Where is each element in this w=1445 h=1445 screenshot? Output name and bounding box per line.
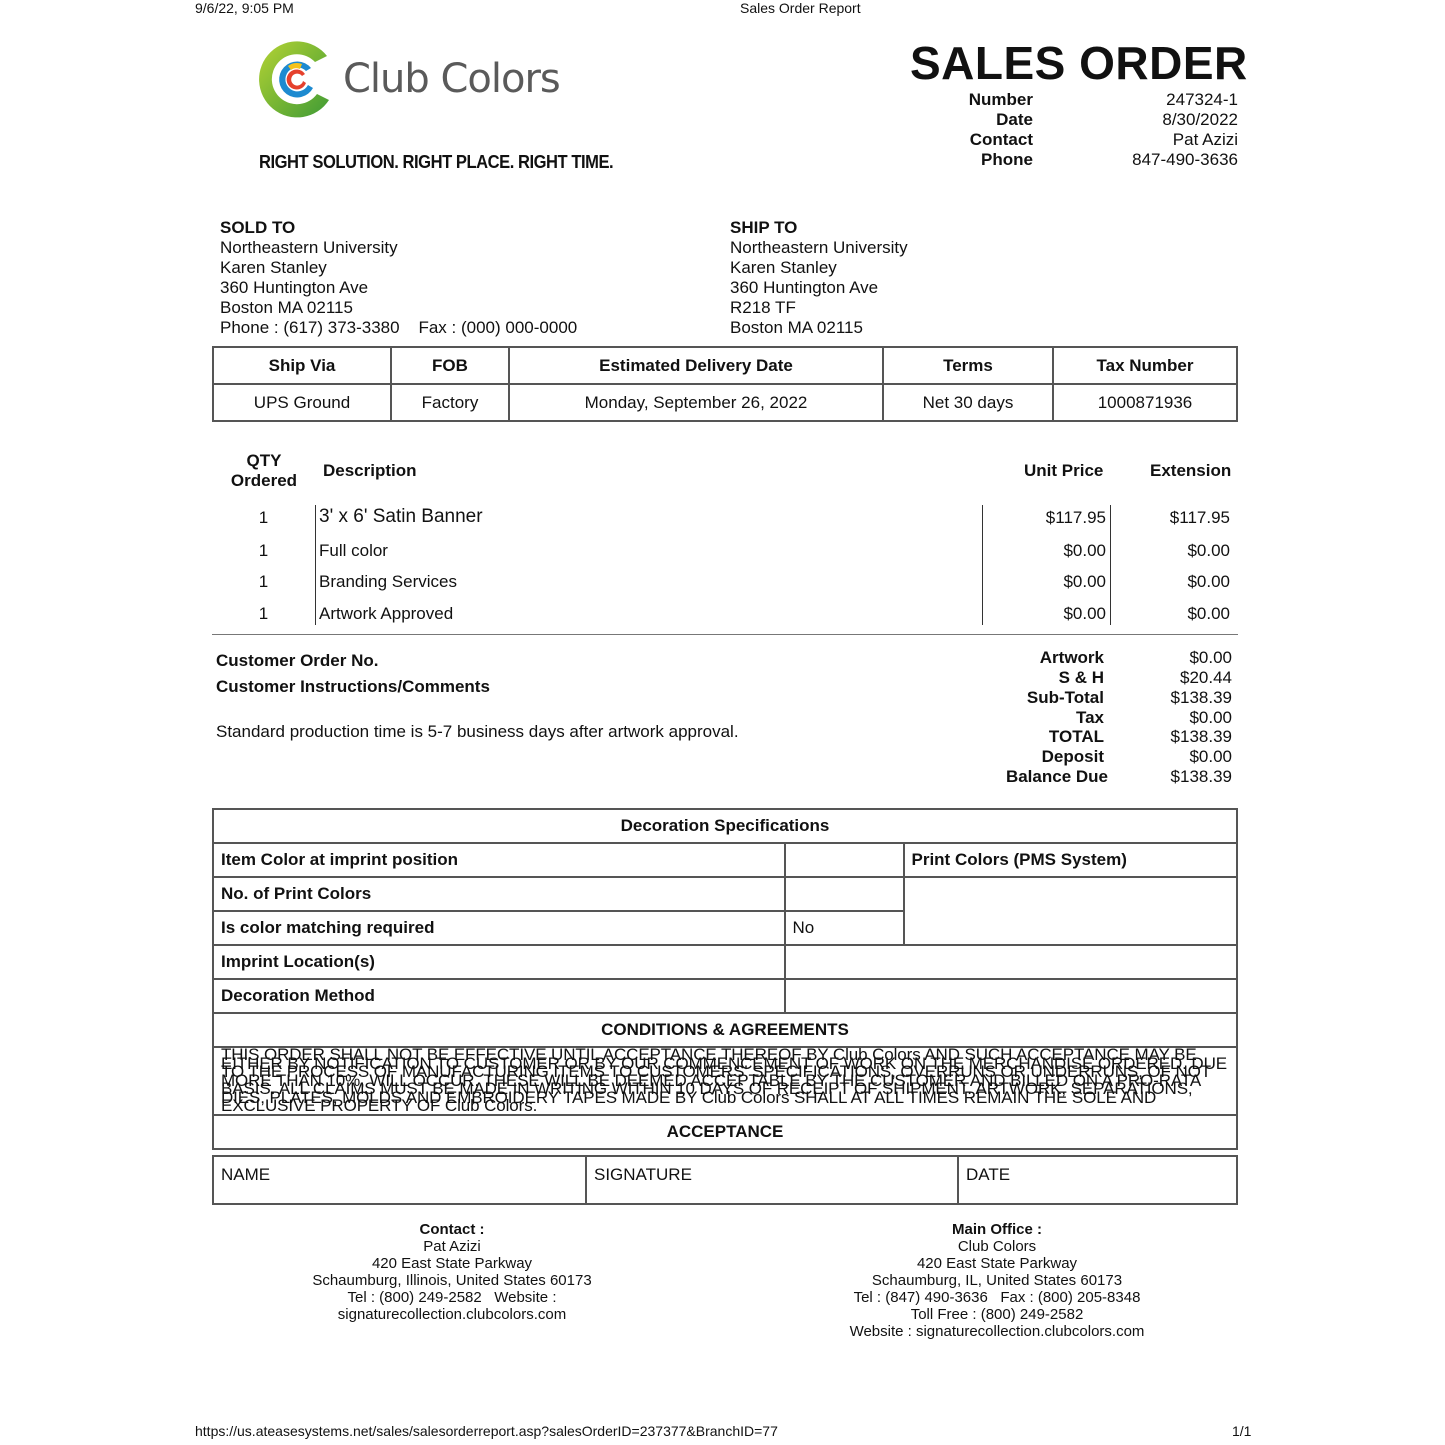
acceptance-signature-field[interactable]: SIGNATURE [586,1156,958,1204]
num-print-colors-label: No. of Print Colors [213,877,785,911]
footer-contact-line: 420 East State Parkway [371,1255,533,1272]
totals-label: S & H [1058,668,1104,687]
sold-to-line: Karen Stanley [220,258,327,277]
totals-row-balance-due [980,767,1238,787]
description-header: Description [323,461,417,480]
totals-label: Artwork [1039,648,1104,667]
totals-label: Deposit [1041,747,1104,766]
extension-header: Extension [1150,461,1232,480]
sales-order-title: SALES ORDER [910,37,1248,89]
qty-header-line1: QTY [246,451,282,470]
order-contact-value: Pat Azizi [1172,130,1238,149]
footer-contact [252,1221,652,1323]
item-qty: 1 [258,541,269,560]
footer-contact-line: Tel : (800) 249-2582 Website : [347,1289,557,1306]
order-number-row [968,90,1238,110]
item-unit-price: $0.00 [1063,572,1106,591]
order-contact-label: Contact [969,130,1033,149]
print-page-title: Sales Order Report [740,0,861,16]
ship-to-line: R218 TF [730,298,796,317]
totals-label: Sub-Total [1026,688,1104,707]
shipping-value-row [213,384,1237,421]
item-unit-price: $0.00 [1063,604,1106,623]
totals-value: $0.00 [1189,648,1232,667]
tax-number-value: 1000871936 [1053,384,1237,421]
items-divider [212,634,1238,635]
footer-contact-website[interactable]: signaturecollection.clubcolors.com [337,1306,567,1323]
sold-to-phone-fax: Phone : (617) 373-3380 Fax : (000) 000-0000 [220,318,578,337]
ship-via-header: Ship Via [213,347,391,384]
ship-to-line: Northeastern University [730,238,908,257]
ship-to-heading: SHIP TO [730,218,798,237]
totals-value: $138.39 [1170,767,1232,786]
footer-main-office [797,1221,1197,1340]
delivery-date-header: Estimated Delivery Date [509,347,883,384]
imprint-location-value [785,945,1238,979]
tax-number-header: Tax Number [1053,347,1237,384]
ship-to-block [730,218,908,338]
item-qty: 1 [258,604,269,623]
order-number-label: Number [968,90,1033,109]
footer-office-heading: Main Office : [951,1221,1042,1238]
conditions-text: THIS ORDER SHALL NOT BE EFFECTIVE UNTIL ACCEPTANCE THEREOF BY Club Colors AND SUCH ACCEPTANCE MAY BE EITHER BY NOTIFICATION TO CUSTOMER OR BY OUR COMMENCEMENT OF WORK ON THE MERCHANDISE ORDERED. DUE TO THE PROCESS OF MANUFACTURING ITEMS TO CUSTOMERS' SPECIFICATIONS, OVERRUNS OR UNDERRUNS, OF NOT MORE THAN 10%, WILL OCCUR. THESE WILL BE DEEMED ACCEPTABLE BY THE CUSTOMER AND BILLED ON A PRO-RATA BASIS. ALL CLAIMS MUST BE MADE IN WRITING WITHIN 10 DAYS OF RECEIPT OF SHIPMENT. ARTWORK, SEPARATIONS, DIES, PLATES, MOLDS AND EMBROIDERY TAPES MADE BY Club Colors SHALL AT ALL TIMES REMAIN THE SOLE AND EXCLUSIVE PROPERTY OF Club Colors. [213,1047,1237,1115]
sold-to-line: Boston MA 02115 [220,298,353,317]
decoration-title: Decoration Specifications [213,809,1237,843]
qty-header-line2: Ordered [230,471,298,490]
ship-to-line: Karen Stanley [730,258,837,277]
item-row [212,504,1238,532]
sold-to-line: Northeastern University [220,238,398,257]
sold-to-heading: SOLD TO [220,218,296,237]
print-page-count: 1/1 [1232,1423,1252,1439]
footer-contact-heading: Contact : [419,1221,485,1238]
item-qty: 1 [258,572,269,591]
ship-to-line: 360 Huntington Ave [730,278,879,297]
order-phone-row [968,150,1238,170]
shipping-table [212,346,1238,422]
acceptance-date-field[interactable]: DATE [958,1156,1237,1204]
footer-office-line: 420 East State Parkway [916,1255,1078,1272]
item-description: Branding Services [319,572,457,591]
acceptance-table [212,1155,1238,1205]
totals-row-tax [980,708,1238,728]
customer-order-no-label: Customer Order No. [216,651,379,670]
terms-value: Net 30 days [883,384,1053,421]
customer-instructions-label: Customer Instructions/Comments [216,677,490,696]
color-matching-label: Is color matching required [213,911,785,945]
totals-row-deposit [980,747,1238,767]
totals-row-total [980,727,1238,747]
footer-office-line: Club Colors [957,1238,1037,1255]
print-colors-value [904,877,1238,945]
item-description: Full color [319,541,388,560]
order-phone-value: 847-490-3636 [1132,150,1238,169]
item-extension: $0.00 [1187,572,1230,591]
totals-value: $138.39 [1170,688,1232,707]
item-row [212,537,1238,565]
totals-label: Balance Due [1005,767,1108,786]
totals-value: $20.44 [1180,668,1232,687]
order-contact-row [968,130,1238,150]
ship-via-value: UPS Ground [213,384,391,421]
item-color-label: Item Color at imprint position [213,843,785,877]
footer-office-website[interactable]: Website : signaturecollection.clubcolors.com [849,1323,1145,1340]
totals-value: $0.00 [1189,747,1232,766]
item-extension: $0.00 [1187,604,1230,623]
item-description: Artwork Approved [319,604,454,623]
qty-header [212,451,316,491]
club-colors-logo-icon [255,38,337,120]
print-colors-label: Print Colors (PMS System) [904,843,1238,877]
sold-to-block [220,218,577,338]
fob-header: FOB [391,347,509,384]
unit-price-header: Unit Price [1024,461,1104,480]
footer-contact-line: Pat Azizi [423,1238,481,1255]
footer-contact-line: Schaumburg, Illinois, United States 60173 [312,1272,592,1289]
order-number-value: 247324-1 [1166,90,1238,109]
shipping-header-row [213,347,1237,384]
imprint-location-label: Imprint Location(s) [213,945,785,979]
totals-row-shipping [980,668,1238,688]
totals-label: Tax [1075,708,1104,727]
order-meta [968,90,1238,170]
item-extension: $117.95 [1169,508,1230,527]
club-colors-logo-text: Club Colors [343,56,560,102]
customer-comment: Standard production time is 5-7 business days after artwork approval. [216,722,739,741]
order-date-value: 8/30/2022 [1162,110,1238,129]
print-datetime: 9/6/22, 9:05 PM [195,0,294,16]
item-row [212,600,1238,628]
item-unit-price: $117.95 [1045,508,1106,527]
delivery-date-value: Monday, September 26, 2022 [509,384,883,421]
footer-office-line: Toll Free : (800) 249-2582 [910,1306,1084,1323]
item-row [212,568,1238,596]
totals-row-artwork [980,648,1238,668]
item-description: 3' x 6' Satin Banner [319,506,483,527]
item-color-value [785,843,904,877]
item-extension: $0.00 [1187,541,1230,560]
footer-office-line: Schaumburg, IL, United States 60173 [871,1272,1123,1289]
footer-office-line: Tel : (847) 490-3636 Fax : (800) 205-8348 [853,1289,1141,1306]
totals-row-subtotal [980,688,1238,708]
terms-header: Terms [883,347,1053,384]
decoration-method-value [785,979,1238,1013]
order-date-label: Date [996,110,1033,129]
totals-value: $0.00 [1189,708,1232,727]
order-date-row [968,110,1238,130]
order-phone-label: Phone [981,150,1033,169]
color-matching-value: No [785,911,904,945]
decoration-specifications-table [212,808,1238,1150]
item-qty: 1 [258,508,269,527]
acceptance-name-field[interactable]: NAME [213,1156,586,1204]
logo-tagline: RIGHT SOLUTION. RIGHT PLACE. RIGHT TIME. [259,152,614,172]
print-url: https://us.ateasesystems.net/sales/salesorderreport.asp?salesOrderID=237377&BranchID=77 [195,1423,778,1439]
totals-label: TOTAL [1048,727,1104,746]
fob-value: Factory [391,384,509,421]
conditions-title: CONDITIONS & AGREEMENTS [213,1013,1237,1047]
sold-to-line: 360 Huntington Ave [220,278,369,297]
totals-value: $138.39 [1170,727,1232,746]
decoration-method-label: Decoration Method [213,979,785,1013]
num-print-colors-value [785,877,904,911]
ship-to-line: Boston MA 02115 [730,318,863,337]
item-unit-price: $0.00 [1063,541,1106,560]
acceptance-title: ACCEPTANCE [213,1115,1237,1149]
